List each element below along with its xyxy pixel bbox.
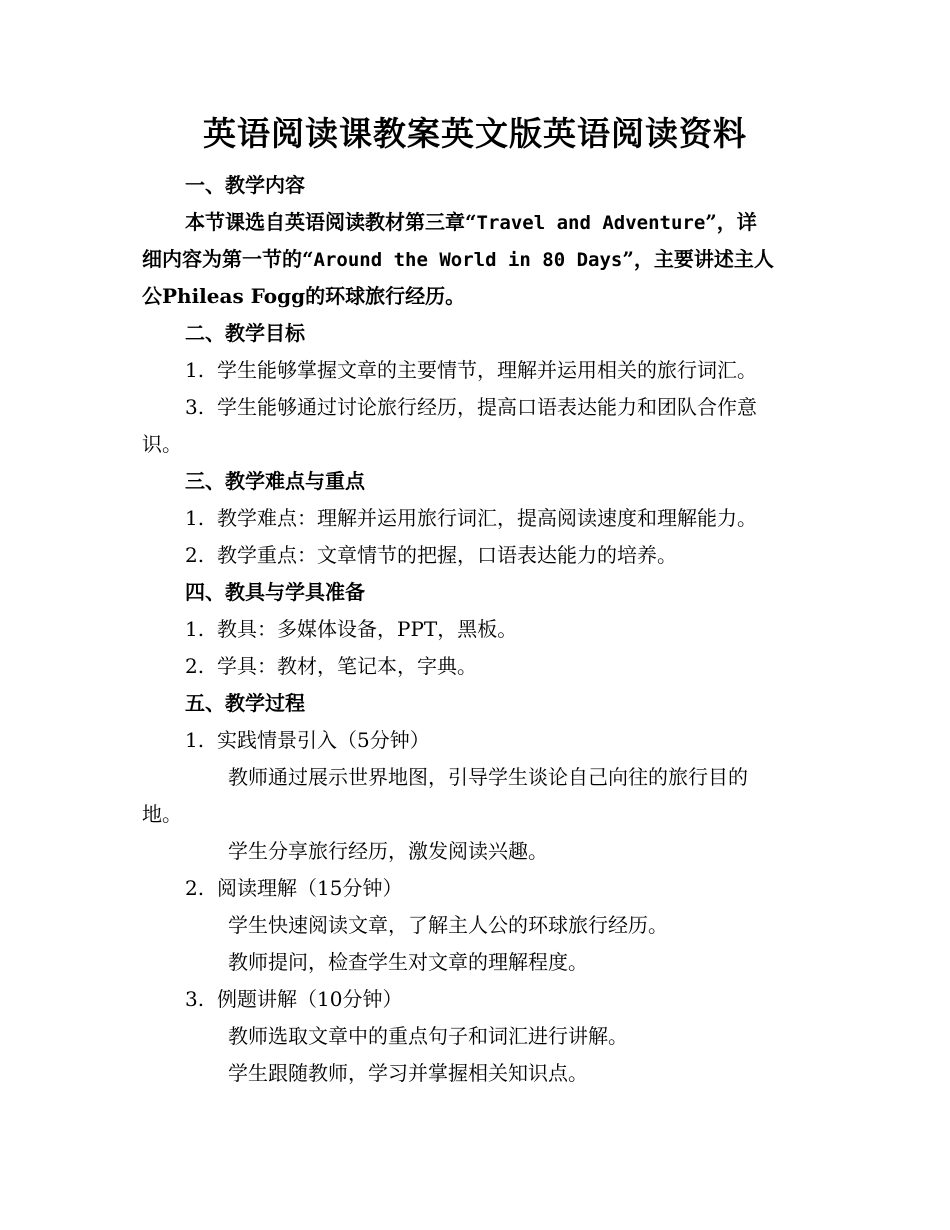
chapter-name: Travel and Adventure <box>476 212 706 234</box>
list-number: 1. <box>185 358 205 382</box>
step-activity: 教师通过展示世界地图，引导学生谈论自己向往的旅行目的 <box>228 765 748 789</box>
step-title: 阅读理解（15分钟） <box>217 876 403 900</box>
list-text: 教具：多媒体设备，PPT，黑板。 <box>217 617 518 641</box>
step-activity: 学生分享旅行经历，激发阅读兴趣。 <box>228 839 548 863</box>
step-title: 例题讲解（10分钟） <box>217 987 403 1011</box>
text-fragment: ”，详 <box>705 210 757 234</box>
list-number: 2. <box>185 543 205 567</box>
list-item-continuation: 识。 <box>142 432 182 456</box>
list-number: 1. <box>185 506 205 530</box>
list-text: 教学难点：理解并运用旅行词汇，提高阅读速度和理解能力。 <box>217 506 757 530</box>
list-number: 1. <box>185 617 205 641</box>
section-heading-objectives: 二、教学目标 <box>185 321 305 345</box>
list-item <box>185 614 517 644</box>
list-item <box>185 540 677 570</box>
list-text: 学生能够掌握文章的主要情节，理解并运用相关的旅行词汇。 <box>217 358 757 382</box>
list-text: 学具：教材，笔记本，字典。 <box>217 654 477 678</box>
step-activity: 学生快速阅读文章，了解主人公的环球旅行经历。 <box>228 913 668 937</box>
list-item <box>185 503 757 533</box>
content-paragraph-line-3: 公Phileas Fogg的环球旅行经历。 <box>142 284 466 308</box>
list-text: 教学重点：文章情节的把握，口语表达能力的培养。 <box>217 543 677 567</box>
section-heading-process: 五、教学过程 <box>185 691 305 715</box>
step-activity: 学生跟随教师，学习并掌握相关知识点。 <box>228 1061 588 1085</box>
step-activity: 教师提问，检查学生对文章的理解程度。 <box>228 950 588 974</box>
text-fragment: 细内容为第一节的“ <box>142 247 314 271</box>
content-paragraph-line-2 <box>142 244 774 275</box>
process-step <box>185 984 402 1014</box>
process-step <box>185 873 402 903</box>
list-text: 学生能够通过讨论旅行经历，提高口语表达能力和团队合作意 <box>217 395 757 419</box>
step-number: 2. <box>185 876 205 900</box>
page-title: 英语阅读课教案英文版英语阅读资料 <box>203 114 747 153</box>
process-step <box>185 725 430 755</box>
list-item <box>185 392 757 422</box>
text-fragment: 本节课选自英语阅读教材第三章“ <box>185 210 477 234</box>
section-heading-materials: 四、教具与学具准备 <box>185 580 365 604</box>
section-heading-key-points: 三、教学难点与重点 <box>185 469 365 493</box>
step-number: 3. <box>185 987 205 1011</box>
list-item <box>185 651 477 681</box>
section-name: Around the World in 80 Days <box>313 249 623 271</box>
list-number: 2. <box>185 654 205 678</box>
step-activity-continuation: 地。 <box>142 802 182 826</box>
list-item <box>185 355 757 385</box>
step-title: 实践情景引入（5分钟） <box>217 728 430 752</box>
content-paragraph-line-1 <box>185 207 757 238</box>
step-number: 1. <box>185 728 205 752</box>
text-fragment: ”，主要讲述主人 <box>622 247 774 271</box>
step-activity: 教师选取文章中的重点句子和词汇进行讲解。 <box>228 1024 628 1048</box>
section-heading-content: 一、教学内容 <box>185 173 305 197</box>
list-number: 3. <box>185 395 205 419</box>
